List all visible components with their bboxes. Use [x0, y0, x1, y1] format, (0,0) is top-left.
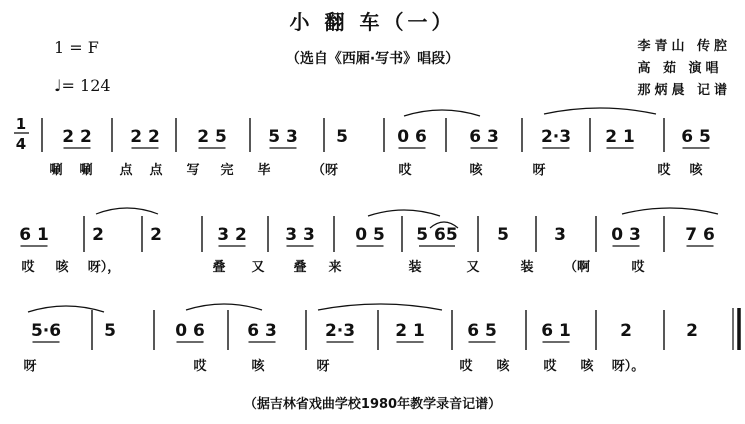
note-group: 6 3 [247, 321, 277, 341]
note-group: 7 6 [685, 225, 715, 245]
note-group: 6 5 [681, 127, 711, 147]
slur [96, 208, 158, 214]
lyric-syllable: 又 [466, 260, 480, 275]
note-group: 2 1 [395, 321, 425, 341]
source-note: （据吉林省戏曲学校1980年教学录音记谱） [243, 397, 502, 412]
slur [318, 304, 442, 310]
slur [186, 304, 262, 310]
note-group: 5 [104, 321, 116, 341]
lyric-syllable: 唰 [49, 163, 63, 178]
quarter-note-icon: ♩ [54, 76, 62, 95]
time-sig-bottom: 4 [15, 135, 27, 153]
lyric-syllable: 来 [328, 260, 342, 275]
lyric-syllable: 呀 [316, 359, 330, 374]
lyric-syllable: 咳 [689, 163, 703, 178]
credit-singer: 高 茹 演唱 [637, 61, 723, 76]
lyric-syllable: 哎 [657, 163, 671, 178]
note-group: 3 3 [285, 225, 315, 245]
note-group: 3 2 [217, 225, 247, 245]
lyric-syllable: （呀 [311, 163, 339, 178]
lyric-syllable: 装 [408, 260, 422, 275]
lyric-syllable: 呀 [23, 359, 37, 374]
slur [404, 110, 480, 116]
note-group: 2 [150, 225, 162, 245]
lyric-syllable: 哎 [543, 359, 557, 374]
note-group: 2 [686, 321, 698, 341]
slur [544, 108, 656, 114]
lyric-syllable: 哎 [631, 260, 645, 275]
note-group: 2 2 [130, 127, 160, 147]
lyric-syllable: 呀）， [87, 260, 121, 275]
note-group: 2 2 [62, 127, 92, 147]
note-group: 2 [620, 321, 632, 341]
note-group: 2 1 [605, 127, 635, 147]
note-group: 5·6 [30, 321, 62, 341]
credit-transcriber: 那炳晨 记谱 [637, 83, 731, 98]
lyric-syllable: 咳 [55, 260, 69, 275]
note-group: 0 5 [355, 225, 385, 245]
note-group: 3 [554, 225, 566, 245]
song-title: 小 翻 车（一） [289, 10, 456, 34]
lyric-syllable: 呀 [532, 163, 546, 178]
note-group: 6 1 [541, 321, 571, 341]
slur [622, 208, 718, 214]
lyric-syllable: 咳 [580, 359, 594, 374]
lyric-syllable: 点 [119, 163, 133, 178]
key-signature: 1 = F [54, 38, 99, 57]
note-group: 2·3 [540, 127, 572, 147]
note-group: 2 [92, 225, 104, 245]
note-group: 0 3 [611, 225, 641, 245]
lyric-syllable: 咳 [251, 359, 265, 374]
note-group: 2 5 [197, 127, 227, 147]
slur [368, 210, 440, 216]
note-group: 5 65 [416, 225, 458, 245]
lyric-syllable: 呀）。 [611, 359, 645, 374]
lyric-syllable: 哎 [21, 260, 35, 275]
lyric-syllable: 完 [220, 163, 234, 178]
note-group: 0 6 [175, 321, 205, 341]
lyric-syllable: 咳 [469, 163, 483, 178]
lyric-syllable: 又 [251, 260, 265, 275]
note-group: 6 3 [469, 127, 499, 147]
lyric-syllable: 装 [520, 260, 534, 275]
lyric-syllable: 毕 [257, 163, 271, 178]
note-group: 6 1 [19, 225, 49, 245]
lyric-syllable: 哎 [459, 359, 473, 374]
lyric-syllable: 唰 [79, 163, 93, 178]
lyric-syllable: 叠 [293, 260, 307, 275]
notes [19, 127, 715, 341]
time-signature [14, 115, 29, 153]
note-group: 5 [336, 127, 348, 147]
lyric-syllable: 哎 [398, 163, 412, 178]
tempo-value: = 124 [61, 76, 111, 95]
note-group: 2·3 [324, 321, 356, 341]
time-sig-top: 1 [15, 115, 27, 133]
note-group: 0 6 [397, 127, 427, 147]
note-group: 5 [497, 225, 509, 245]
lyric-syllable: 点 [149, 163, 163, 178]
song-subtitle: （选自《西厢·写书》唱段） [285, 51, 460, 67]
lyrics [21, 162, 703, 374]
credit-composer: 李青山 传腔 [637, 39, 731, 54]
lyric-syllable: 哎 [193, 359, 207, 374]
lyric-syllable: 叠 [212, 260, 226, 275]
note-group: 5 3 [268, 127, 298, 147]
lyric-syllable: 写 [186, 163, 200, 178]
lyric-syllable: （啊 [563, 260, 591, 275]
note-group: 6 5 [467, 321, 497, 341]
lyric-syllable: 咳 [496, 359, 510, 374]
